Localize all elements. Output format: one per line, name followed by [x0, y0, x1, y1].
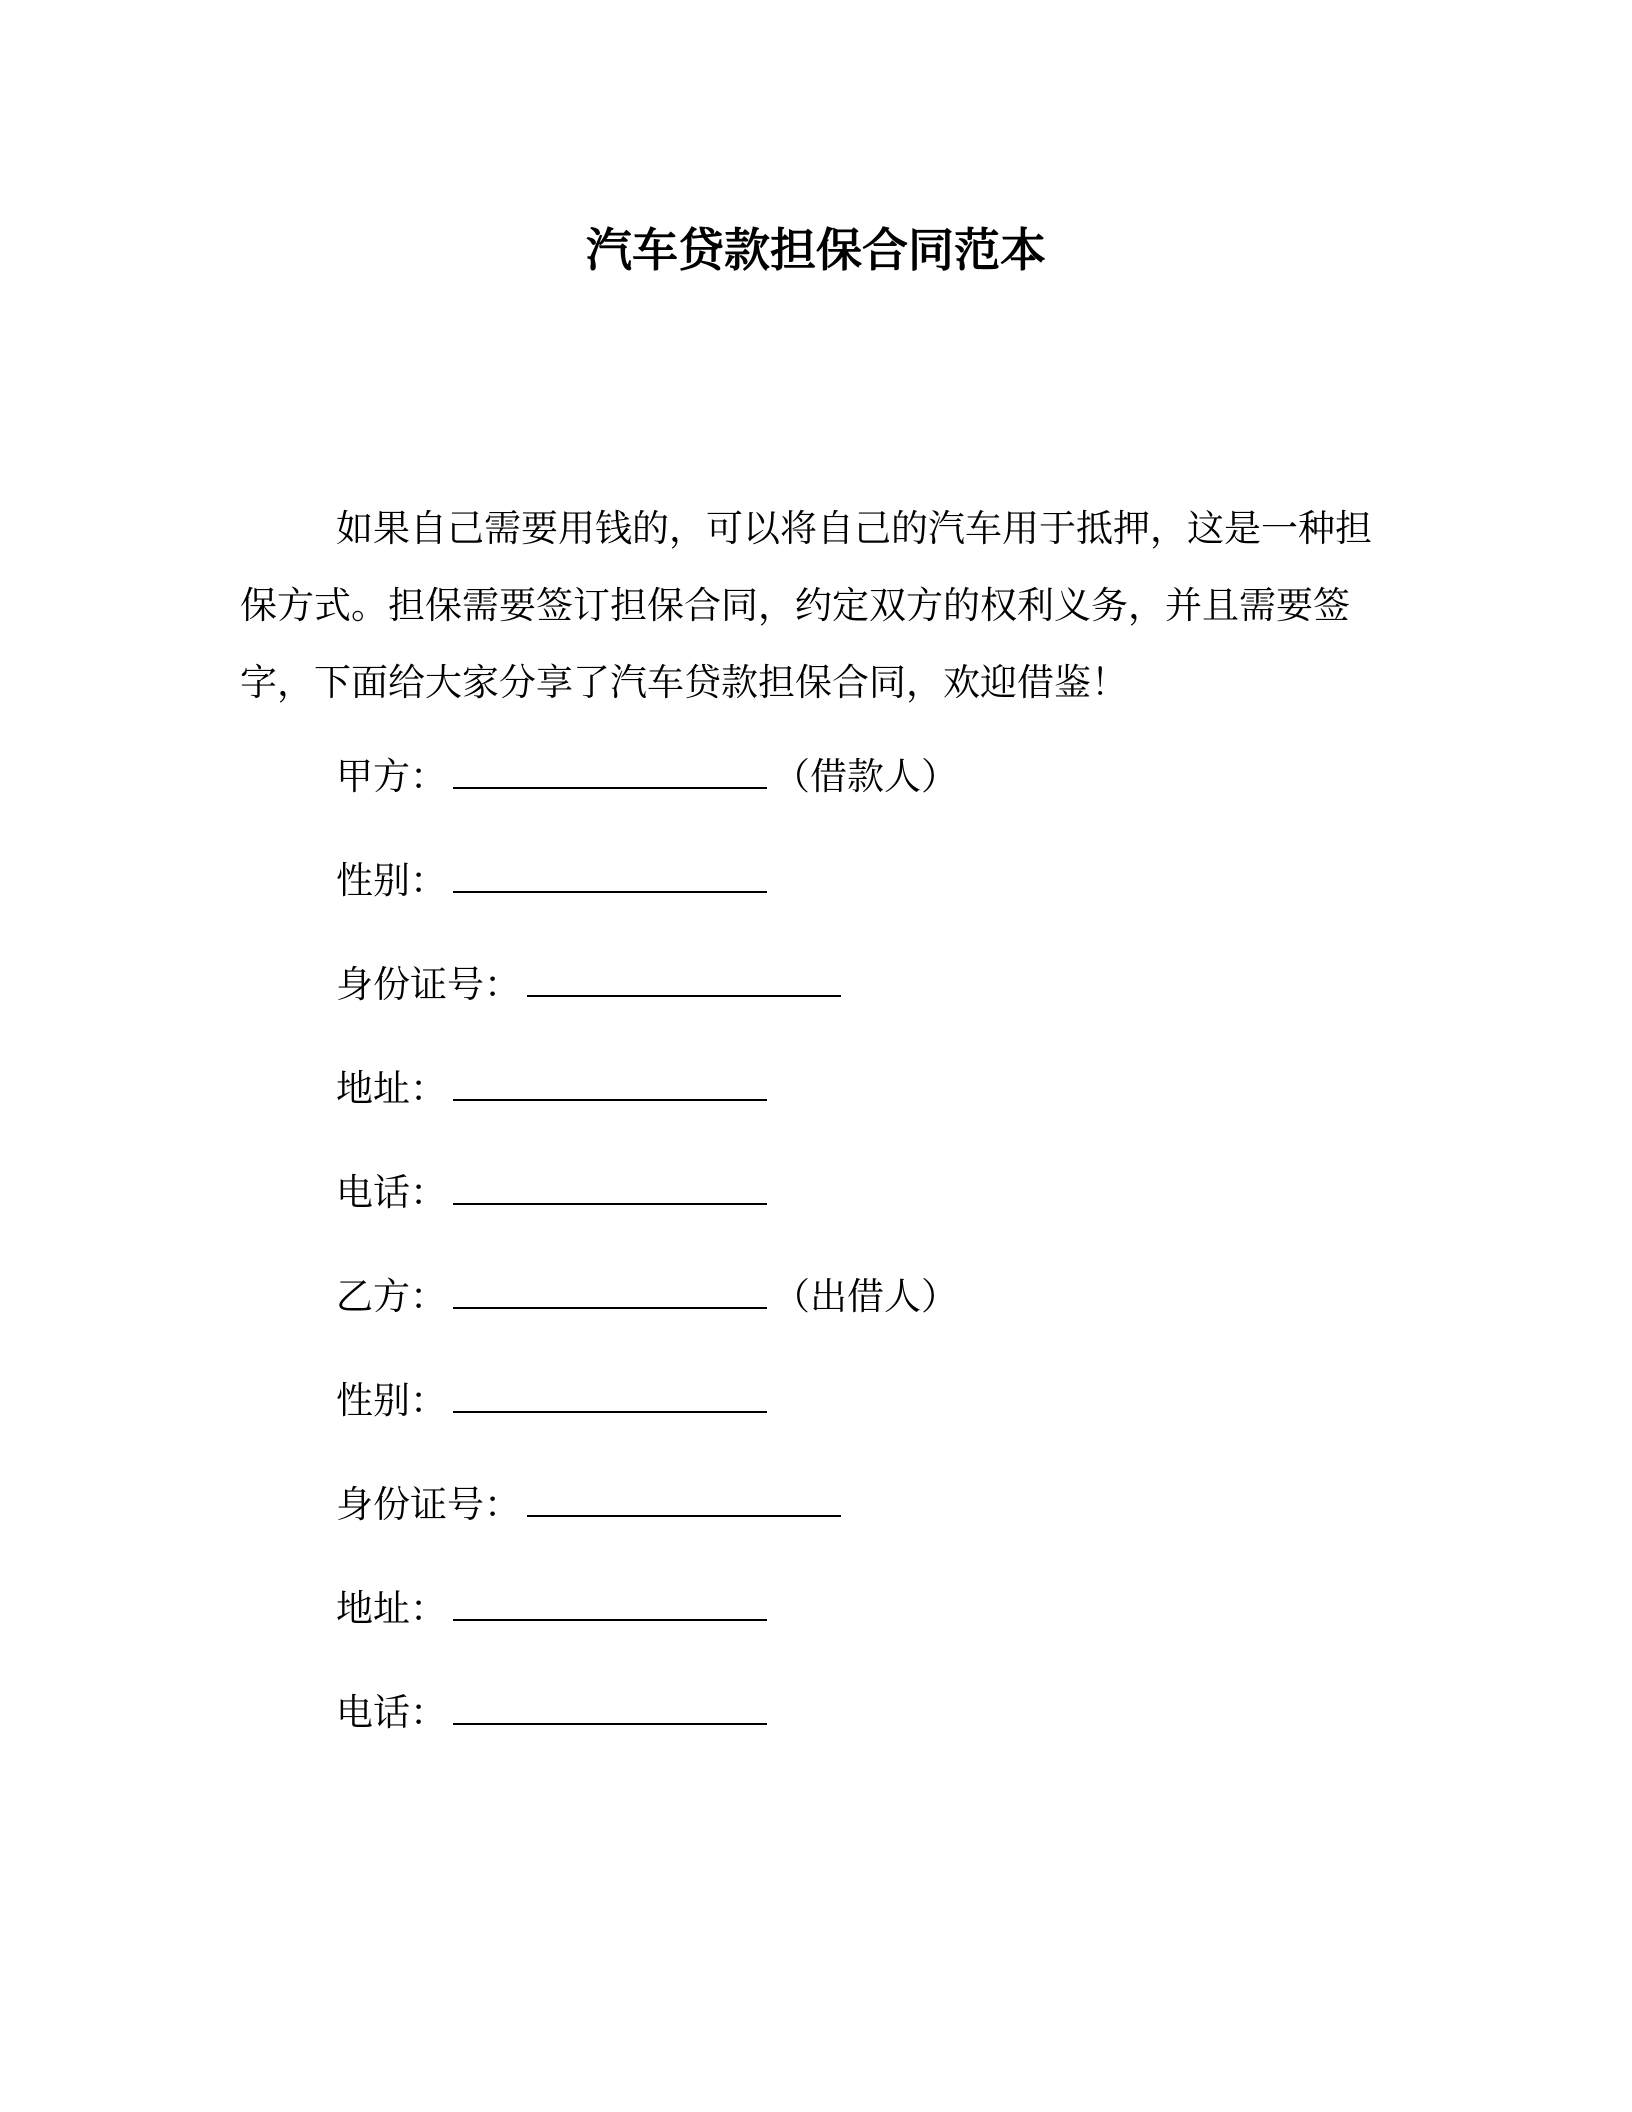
party-b-phone-blank[interactable] [453, 1693, 767, 1725]
party-a-phone-label: 电话： [336, 1171, 447, 1214]
party-a-address-label: 地址： [336, 1067, 447, 1110]
party-a-address-field [336, 1064, 773, 1114]
party-b-id-label: 身份证号： [336, 1483, 521, 1526]
party-a-gender-blank[interactable] [453, 861, 767, 893]
party-b-address-blank[interactable] [453, 1589, 767, 1621]
party-b-id-blank[interactable] [527, 1485, 841, 1517]
party-b-name-label: 乙方： [336, 1275, 447, 1318]
party-b-name-blank[interactable] [453, 1277, 767, 1309]
party-b-gender-field [336, 1376, 773, 1426]
party-a-name-field [336, 752, 958, 802]
party-a-address-blank[interactable] [453, 1069, 767, 1101]
party-b-phone-field [336, 1688, 773, 1738]
party-b-phone-label: 电话： [336, 1691, 447, 1734]
party-b-address-field [336, 1584, 773, 1634]
document-title: 汽车贷款担保合同范本 [586, 223, 1046, 277]
party-a-phone-field [336, 1168, 773, 1218]
party-b-gender-blank[interactable] [453, 1381, 767, 1413]
party-b-id-field [336, 1480, 847, 1530]
party-a-name-label: 甲方： [336, 755, 447, 798]
party-b-name-field [336, 1272, 958, 1322]
party-a-id-field [336, 960, 847, 1010]
party-a-phone-blank[interactable] [453, 1173, 767, 1205]
party-b-gender-label: 性别： [336, 1379, 447, 1422]
party-b-role: （出借人） [773, 1275, 958, 1318]
party-a-gender-field [336, 856, 773, 906]
party-b-address-label: 地址： [336, 1587, 447, 1630]
party-a-id-label: 身份证号： [336, 963, 521, 1006]
intro-paragraph: 如果自己需要用钱的，可以将自己的汽车用于抵押，这是一种担保方式。担保需要签订担保合同，约定双方的权利义务，并且需要签字，下面给大家分享了汽车贷款担保合同，欢迎借鉴！ [240, 507, 1372, 704]
party-a-name-blank[interactable] [453, 757, 767, 789]
party-a-gender-label: 性别： [336, 859, 447, 902]
party-a-id-blank[interactable] [527, 965, 841, 997]
party-a-role: （借款人） [773, 755, 958, 798]
